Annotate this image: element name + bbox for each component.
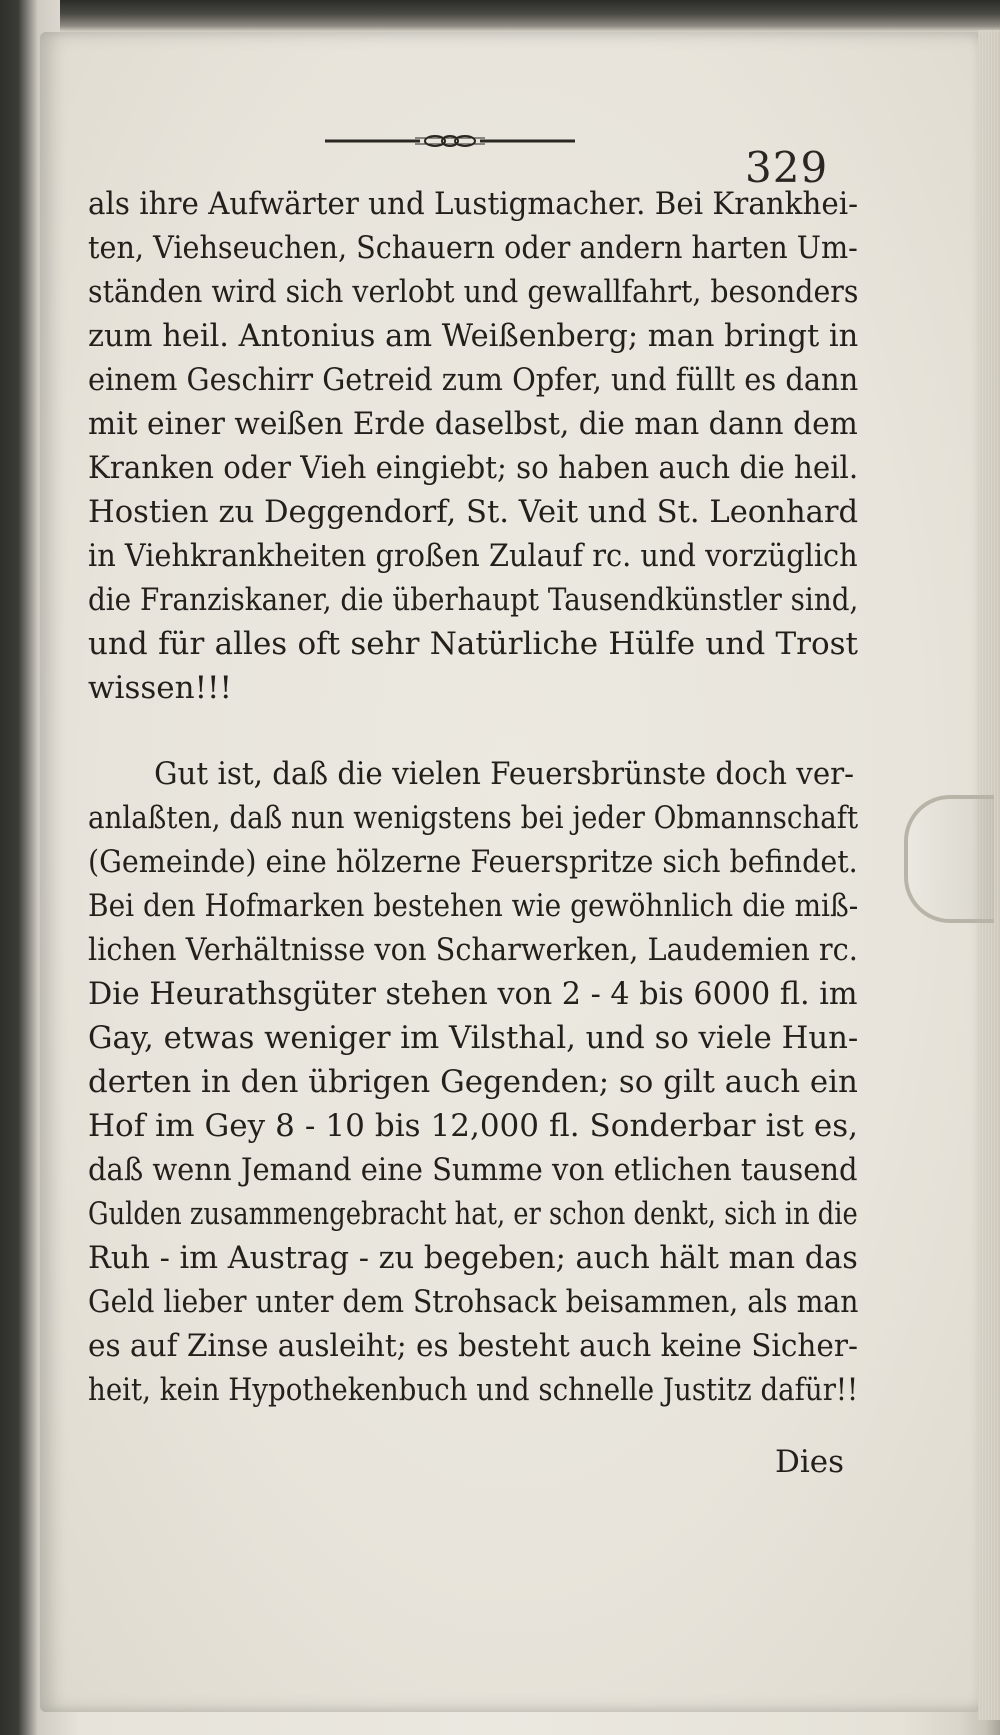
text-line: und für alles oft sehr Natürliche Hülfe und Trost — [88, 626, 858, 662]
header-ornament — [325, 134, 575, 148]
page-clip — [904, 795, 994, 923]
paragraph-gap — [88, 710, 858, 752]
text-line: die Franziskaner, die überhaupt Tausendkünstler sind, — [88, 582, 859, 618]
text-line: als ihre Aufwärter und Lustigmacher. Bei Krankhei- — [88, 186, 858, 222]
text-line: einem Geschirr Getreid zum Opfer, und füllt es dann — [88, 362, 859, 398]
text-line: Ruh - im Austrag - zu begeben; auch hält man das — [88, 1240, 858, 1276]
text-line: es auf Zinse ausleiht; es besteht auch keine Sicher- — [88, 1328, 858, 1364]
text-line: lichen Verhältnisse von Scharwerken, Laudemien rc. — [88, 932, 858, 968]
text-line: mit einer weißen Erde daselbst, die man dann dem — [88, 406, 858, 442]
text-line: Kranken oder Vieh eingiebt; so haben auch die heil. — [88, 450, 859, 486]
text-line: ten, Viehseuchen, Schauern oder andern harten Um- — [88, 230, 858, 266]
book-top-edge — [60, 0, 1000, 32]
text-line: heit, kein Hypothekenbuch und schnelle Justitz dafür!! — [88, 1372, 859, 1408]
text-line: Bei den Hofmarken bestehen wie gewöhnlich die miß- — [88, 888, 859, 924]
text-line: Gulden zusammengebracht hat, er schon denkt, sich in die — [88, 1196, 858, 1232]
text-line: zum heil. Antonius am Weißenberg; man bringt in — [88, 318, 859, 354]
text-line: daß wenn Jemand eine Summe von etlichen tausend — [88, 1152, 858, 1188]
text-line: wissen!!! — [88, 670, 232, 706]
text-line: Die Heurathsgüter stehen von 2 - 4 bis 6000 fl. im — [88, 976, 858, 1012]
text-line: derten in den übrigen Gegenden; so gilt auch ein — [88, 1064, 858, 1100]
paragraph — [88, 182, 858, 710]
body-text — [88, 182, 858, 1412]
text-line: Gay, etwas weniger im Vilsthal, und so viele Hun- — [88, 1020, 859, 1056]
text-line: in Viehkrankheiten großen Zulauf rc. und vorzüglich — [88, 538, 858, 574]
page-number: 329 — [745, 143, 829, 192]
text-line: Hof im Gey 8 - 10 bis 12,000 fl. Sonderbar ist es, — [88, 1108, 858, 1144]
text-line: anlaßten, daß nun wenigstens bei jeder Obmannschaft — [88, 800, 859, 836]
text-line: (Gemeinde) eine hölzerne Feuerspritze sich befindet. — [88, 844, 858, 880]
text-line: Geld lieber unter dem Strohsack beisammen, als man — [88, 1284, 859, 1320]
text-line: Gut ist, daß die vielen Feuersbrünste doch ver- — [154, 756, 855, 792]
catchword: Dies — [775, 1444, 845, 1480]
text-line: ständen wird sich verlobt und gewallfahrt, besonders — [88, 274, 859, 310]
text-line: Hostien zu Deggendorf, St. Veit und St. Leonhard — [88, 494, 859, 530]
paragraph — [88, 752, 858, 1412]
